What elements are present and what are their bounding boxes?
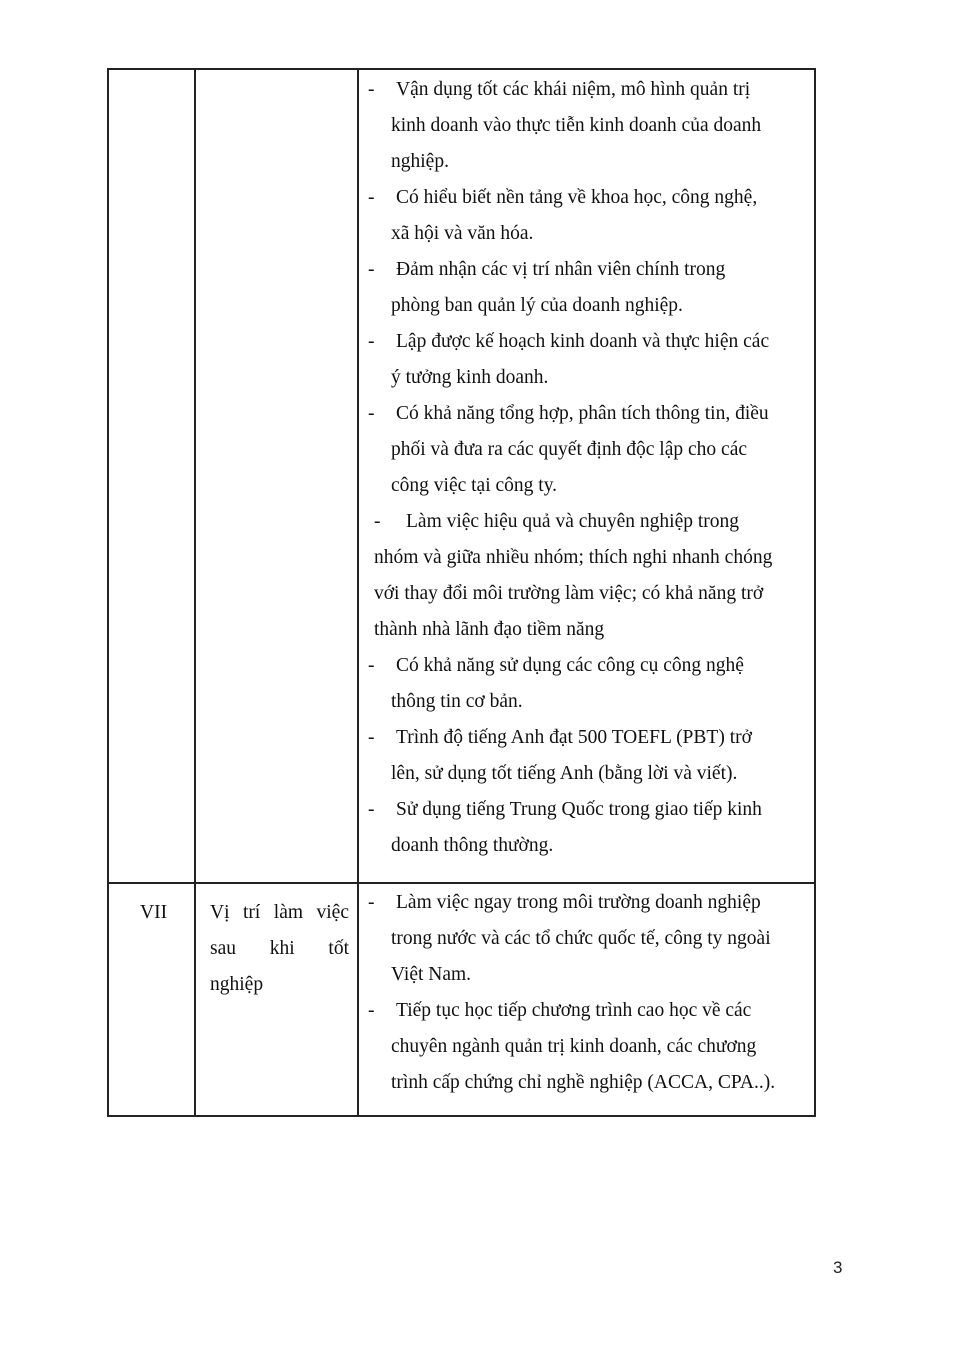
bullet-text-line: Có khả năng sử dụng các công cụ công nghệ [396, 655, 744, 676]
bullet-dash: - [368, 727, 375, 748]
bullet-text-line: nghiệp. [391, 151, 449, 172]
bullet-text-line: lên, sử dụng tốt tiếng Anh (bằng lời và viết). [391, 763, 738, 784]
bullet-text-line: trong nước và các tổ chức quốc tế, công ty ngoài [391, 928, 771, 949]
bullet-dash: - [368, 79, 375, 100]
bullet-dash: - [368, 187, 375, 208]
bullet-text-line: Việt Nam. [391, 964, 472, 985]
bullet-text-line: Đảm nhận các vị trí nhân viên chính trong [396, 259, 726, 280]
bullet-text-line: phối và đưa ra các quyết định độc lập cho các [391, 439, 747, 460]
row-title-line: sau khi tốt [210, 938, 349, 959]
bullet-text-line: chuyên ngành quản trị kinh doanh, các chương [391, 1036, 757, 1057]
row-title-line: Vị trí làm việc [210, 902, 349, 923]
bullet-text-line: Trình độ tiếng Anh đạt 500 TOEFL (PBT) trở [396, 727, 752, 748]
bullet-text-line: phòng ban quản lý của doanh nghiệp. [391, 295, 683, 316]
bullet-text-line: thông tin cơ bản. [391, 691, 523, 712]
bullet-text-line: với thay đổi môi trường làm việc; có khả năng trở [374, 583, 764, 604]
column-divider [357, 70, 359, 1115]
bullet-text-line: công việc tại công ty. [391, 475, 558, 496]
bullet-dash: - [374, 511, 381, 532]
bullet-text-line: Tiếp tục học tiếp chương trình cao học về các [396, 1000, 752, 1021]
row-number: VII [140, 902, 168, 923]
row-title-line: nghiệp [210, 974, 264, 995]
bullet-text-line: ý tưởng kinh doanh. [391, 367, 549, 388]
column-divider [194, 70, 196, 1115]
bullet-dash: - [368, 331, 375, 352]
bullet-text-line: doanh thông thường. [391, 835, 554, 856]
bullet-dash: - [368, 259, 375, 280]
row-divider [109, 882, 814, 884]
bullet-dash: - [368, 1000, 375, 1021]
bullet-dash: - [368, 655, 375, 676]
bullet-text-line: xã hội và văn hóa. [391, 223, 534, 244]
page-number: 3 [833, 1258, 843, 1277]
bullet-text-line: Sử dụng tiếng Trung Quốc trong giao tiếp kinh [396, 799, 762, 820]
bullet-text-line: Có hiểu biết nền tảng về khoa học, công nghệ, [396, 187, 758, 208]
bullet-text-line: Có khả năng tổng hợp, phân tích thông tin, điều [396, 403, 769, 424]
bullet-dash: - [368, 403, 375, 424]
bullet-text-line: kinh doanh vào thực tiễn kinh doanh của doanh [391, 115, 762, 136]
bullet-dash: - [368, 799, 375, 820]
bullet-text-line: Làm việc ngay trong môi trường doanh nghiệp [396, 892, 761, 913]
bullet-dash: - [368, 892, 375, 913]
bullet-text-line: nhóm và giữa nhiều nhóm; thích nghi nhanh chóng [374, 547, 773, 568]
bullet-text-line: trình cấp chứng chỉ nghề nghiệp (ACCA, CPA..). [391, 1072, 776, 1093]
bullet-text-line: Vận dụng tốt các khái niệm, mô hình quản trị [396, 79, 751, 100]
bullet-text-line: Làm việc hiệu quả và chuyên nghiệp trong [406, 511, 740, 532]
bullet-text-line: thành nhà lãnh đạo tiềm năng [374, 619, 605, 640]
bullet-text-line: Lập được kế hoạch kinh doanh và thực hiện các [396, 331, 770, 352]
